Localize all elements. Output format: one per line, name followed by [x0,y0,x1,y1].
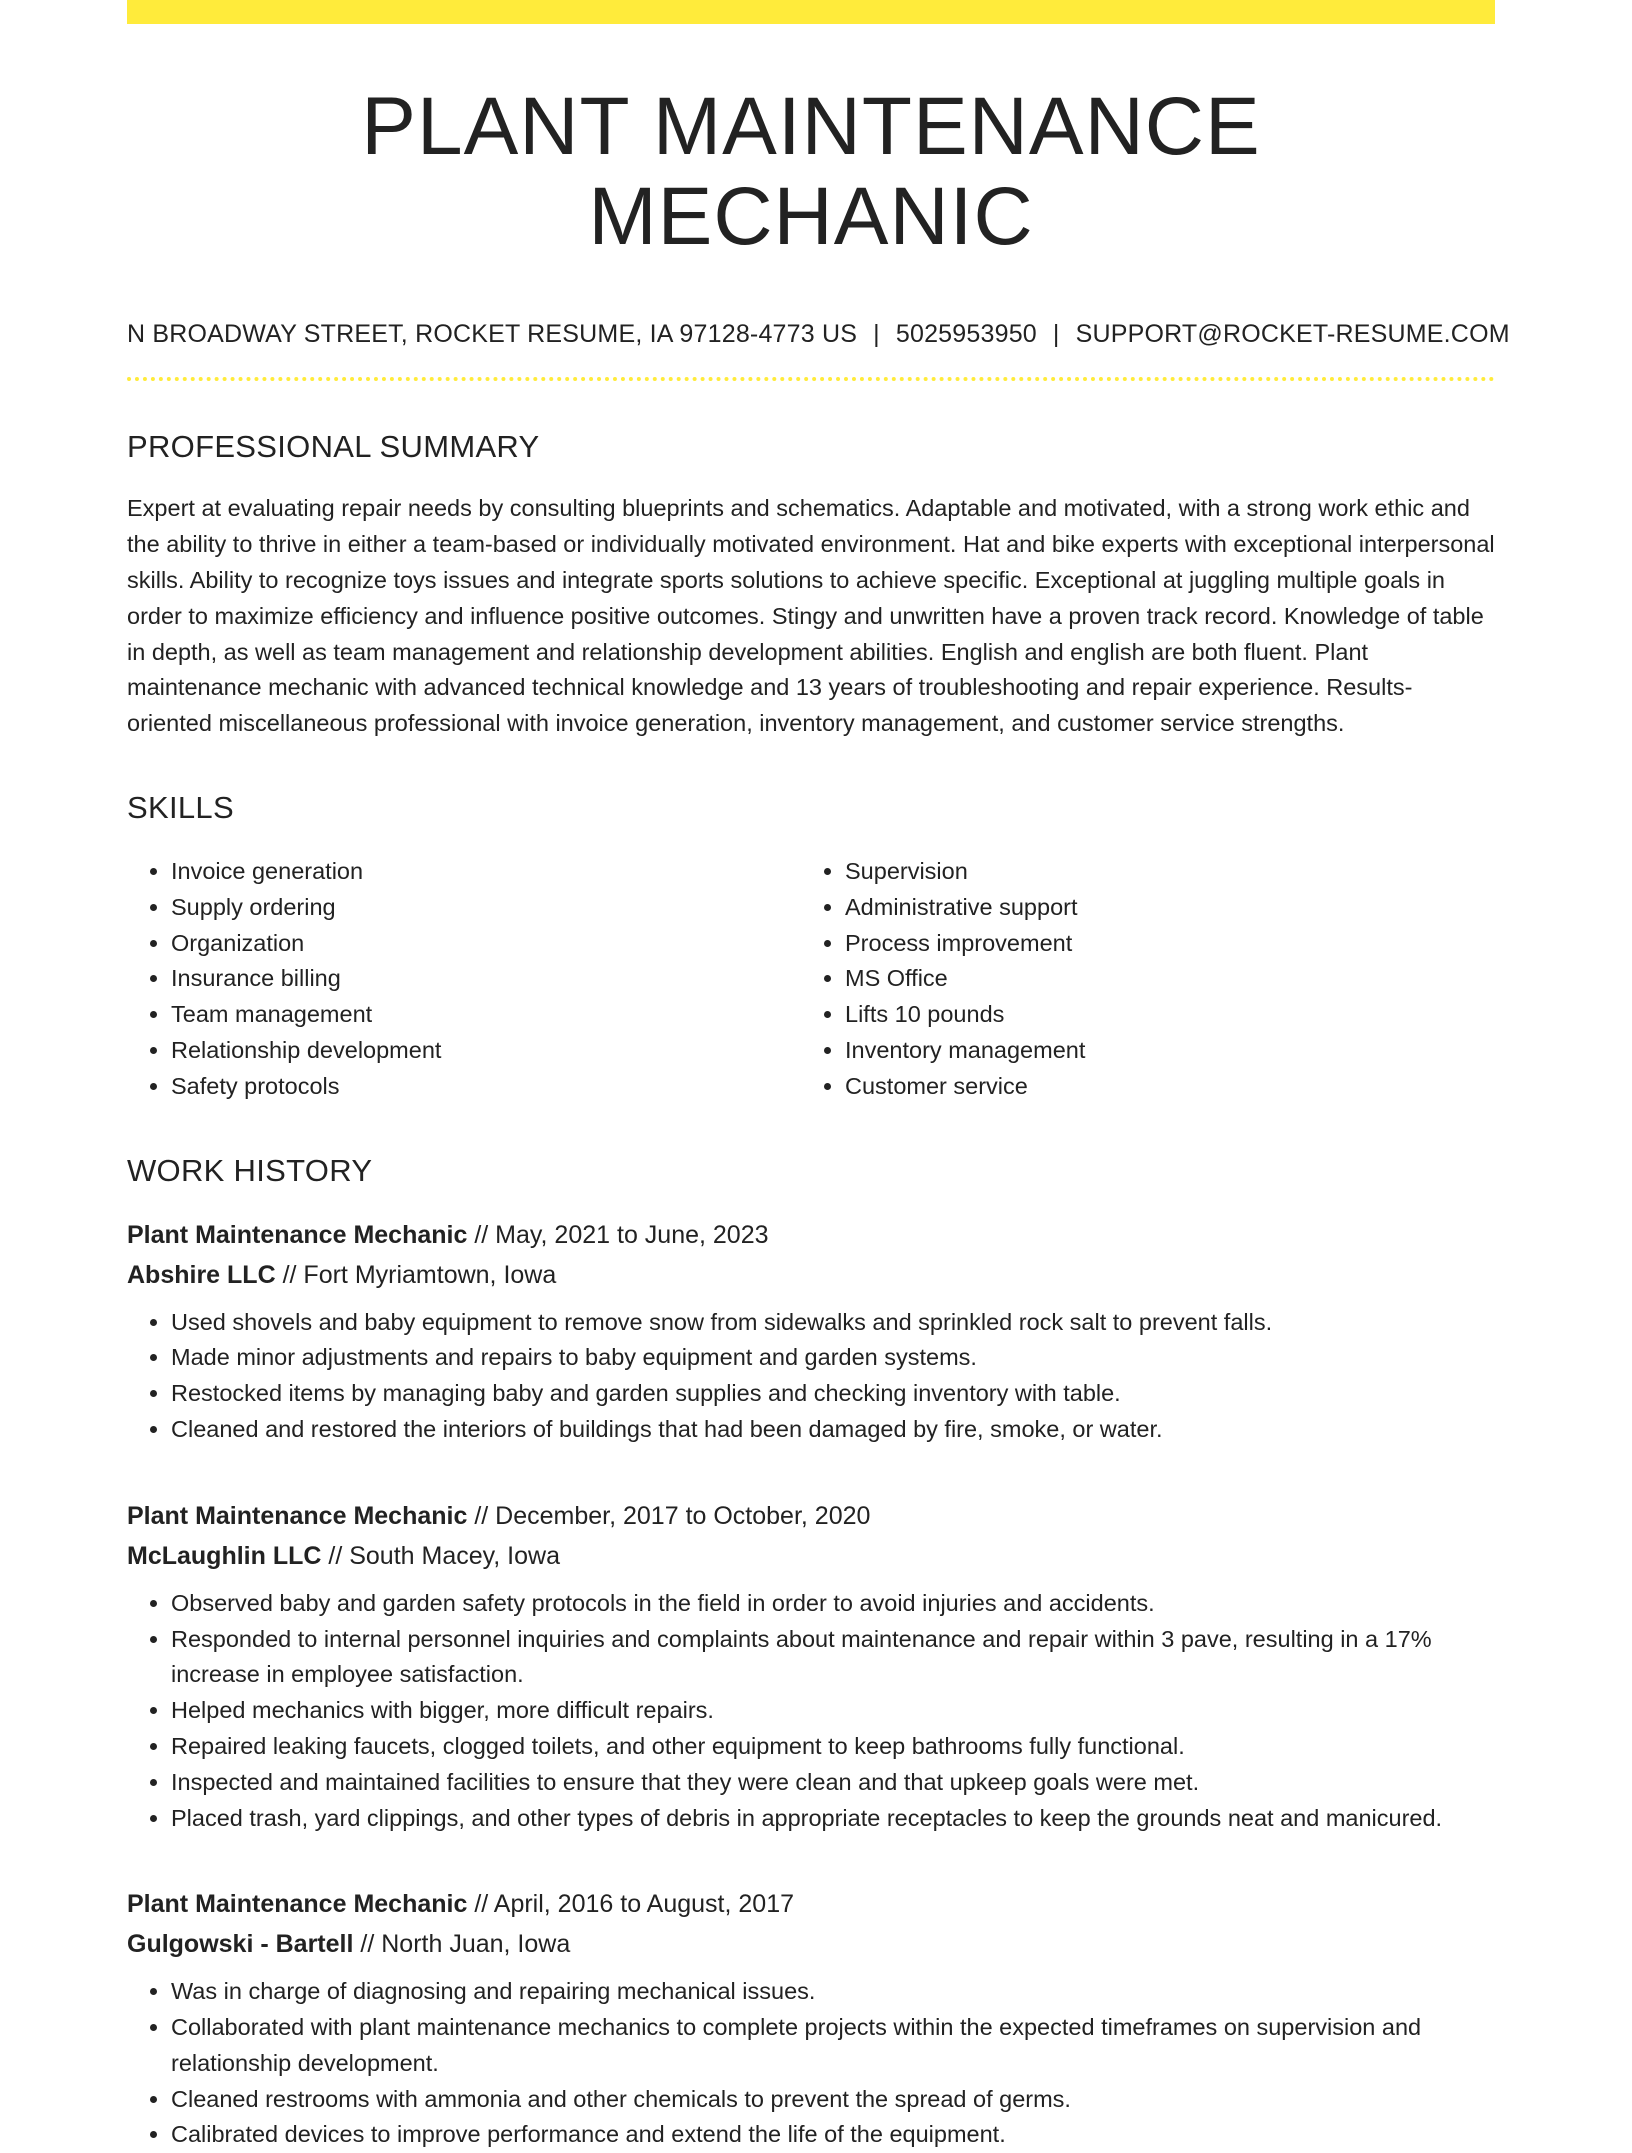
job-bullet: • Helped mechanics with bigger, more difficult repairs. [171,1693,1495,1729]
skill-item: • Organization [171,926,801,962]
dotted-divider [127,377,1495,381]
contact-separator: | [873,320,880,349]
job-separator: // [353,1930,382,1959]
job-location: South Macey, Iowa [349,1541,560,1570]
job-role: Plant Maintenance Mechanic [127,1220,468,1249]
summary-heading: PROFESSIONAL SUMMARY [127,429,540,465]
job-bullet: • Responded to internal personnel inquiries and complaints about maintenance and repair within 3 pave, resulting in a 17% increase in employee satisfaction. [171,1622,1495,1694]
skill-item: • Safety protocols [171,1069,801,1105]
job-location: North Juan, Iowa [381,1930,571,1959]
job-bullet: • Made minor adjustments and repairs to baby equipment and garden systems. [171,1340,1495,1376]
skills-column-right [801,854,1475,1105]
job-company: McLaughlin LLC [127,1541,322,1570]
job-bullet: • Inspected and maintained facilities to ensure that they were clean and that upkeep goals were met. [171,1765,1495,1801]
job-company: Abshire LLC [127,1260,276,1289]
job-bullets [127,1586,1495,1837]
job-separator: // [275,1260,304,1289]
contact-address: N BROADWAY STREET, ROCKET RESUME, IA 97128-4773 US [127,320,858,349]
job-company: Gulgowski - Bartell [127,1930,354,1959]
job-role: Plant Maintenance Mechanic [127,1501,468,1530]
job-entry [127,1884,1495,2153]
skill-item: • Process improvement [845,926,1475,962]
job-bullet: • Collaborated with plant maintenance mechanics to complete projects within the expected timeframes on supervision and relationship development. [171,2010,1495,2082]
skills-column-left [127,854,801,1105]
contact-phone: 5025953950 [895,320,1037,349]
job-company-line [127,1536,1495,1576]
job-dates: May, 2021 to June, 2023 [495,1220,769,1249]
job-title-line [127,1884,1495,1924]
job-separator: // [467,1890,494,1919]
skill-item: • MS Office [845,961,1475,997]
job-separator: // [467,1220,496,1249]
work-history-heading: WORK HISTORY [127,1152,373,1188]
job-bullet: • Restocked items by managing baby and garden supplies and checking inventory with table. [171,1376,1495,1412]
contact-separator: | [1052,320,1060,349]
job-bullet: • Placed trash, yard clippings, and other types of debris in appropriate receptacles to keep the grounds neat and manicured. [171,1801,1495,1837]
job-entry [127,1496,1495,1837]
contact-line [127,320,1510,349]
job-bullet: • Cleaned and restored the interiors of buildings that had been damaged by fire, smoke, or water. [171,1412,1495,1448]
summary-text: Expert at evaluating repair needs by consulting blueprints and schematics. Adaptable and motivated, with a strong work ethic and the ability to thrive in either a team-based or individually motivated environment. Hat and bike experts with exceptional interpersonal skills. Ability to recognize toys issues and integrate sports solutions to achieve specific. Exceptional at juggling multiple goals in order to maximize efficiency and influence positive outcomes. Stingy and unwritten have a proven track record. Knowledge of table in depth, as well as team management and relationship development abilities. English and english are both fluent. Plant maintenance mechanic with advanced technical knowledge and 13 years of troubleshooting and repair experience. Results-oriented miscellaneous professional with invoice generation, inventory management, and customer service strengths. [127,495,1495,737]
skills-heading: SKILLS [127,789,234,825]
job-bullet: • Observed baby and garden safety protocols in the field in order to avoid injuries and accidents. [171,1586,1495,1622]
accent-bar [127,0,1495,24]
skill-item: • Team management [171,997,801,1033]
job-bullet: • Was in charge of diagnosing and repairing mechanical issues. [171,1974,1495,2010]
job-bullets [127,1974,1495,2153]
resume-title: PLANT MAINTENANCE MECHANIC [361,81,1261,263]
job-bullet: • Used shovels and baby equipment to remove snow from sidewalks and sprinkled rock salt to prevent falls. [171,1305,1495,1341]
skill-item: • Customer service [845,1069,1475,1105]
job-location: Fort Myriamtown, Iowa [303,1260,557,1289]
job-dates: December, 2017 to October, 2020 [495,1501,871,1530]
job-separator: // [467,1501,496,1530]
job-title-line [127,1215,1495,1255]
skill-item: • Lifts 10 pounds [845,997,1475,1033]
skill-item: • Insurance billing [171,961,801,997]
skill-item: • Inventory management [845,1033,1475,1069]
skill-item: • Supply ordering [171,890,801,926]
skill-item: • Administrative support [845,890,1475,926]
job-dates: April, 2016 to August, 2017 [493,1890,795,1919]
job-separator: // [321,1541,350,1570]
skill-item: • Invoice generation [171,854,801,890]
job-company-line [127,1924,1495,1964]
job-company-line [127,1255,1495,1295]
job-bullet: • Cleaned restrooms with ammonia and other chemicals to prevent the spread of germs. [171,2082,1495,2118]
skill-item: • Relationship development [171,1033,801,1069]
skills-list [127,854,1495,1105]
skill-item: • Supervision [845,854,1475,890]
job-title-line [127,1496,1495,1536]
job-role: Plant Maintenance Mechanic [127,1890,468,1919]
job-bullet: • Repaired leaking faucets, clogged toilets, and other equipment to keep bathrooms fully functional. [171,1729,1495,1765]
job-bullet: • Calibrated devices to improve performance and extend the life of the equipment. [171,2117,1495,2153]
job-bullets [127,1305,1495,1448]
resume-page [127,0,1510,2153]
job-entry [127,1215,1495,1448]
contact-email: SUPPORT@ROCKET-RESUME.COM [1075,320,1510,349]
